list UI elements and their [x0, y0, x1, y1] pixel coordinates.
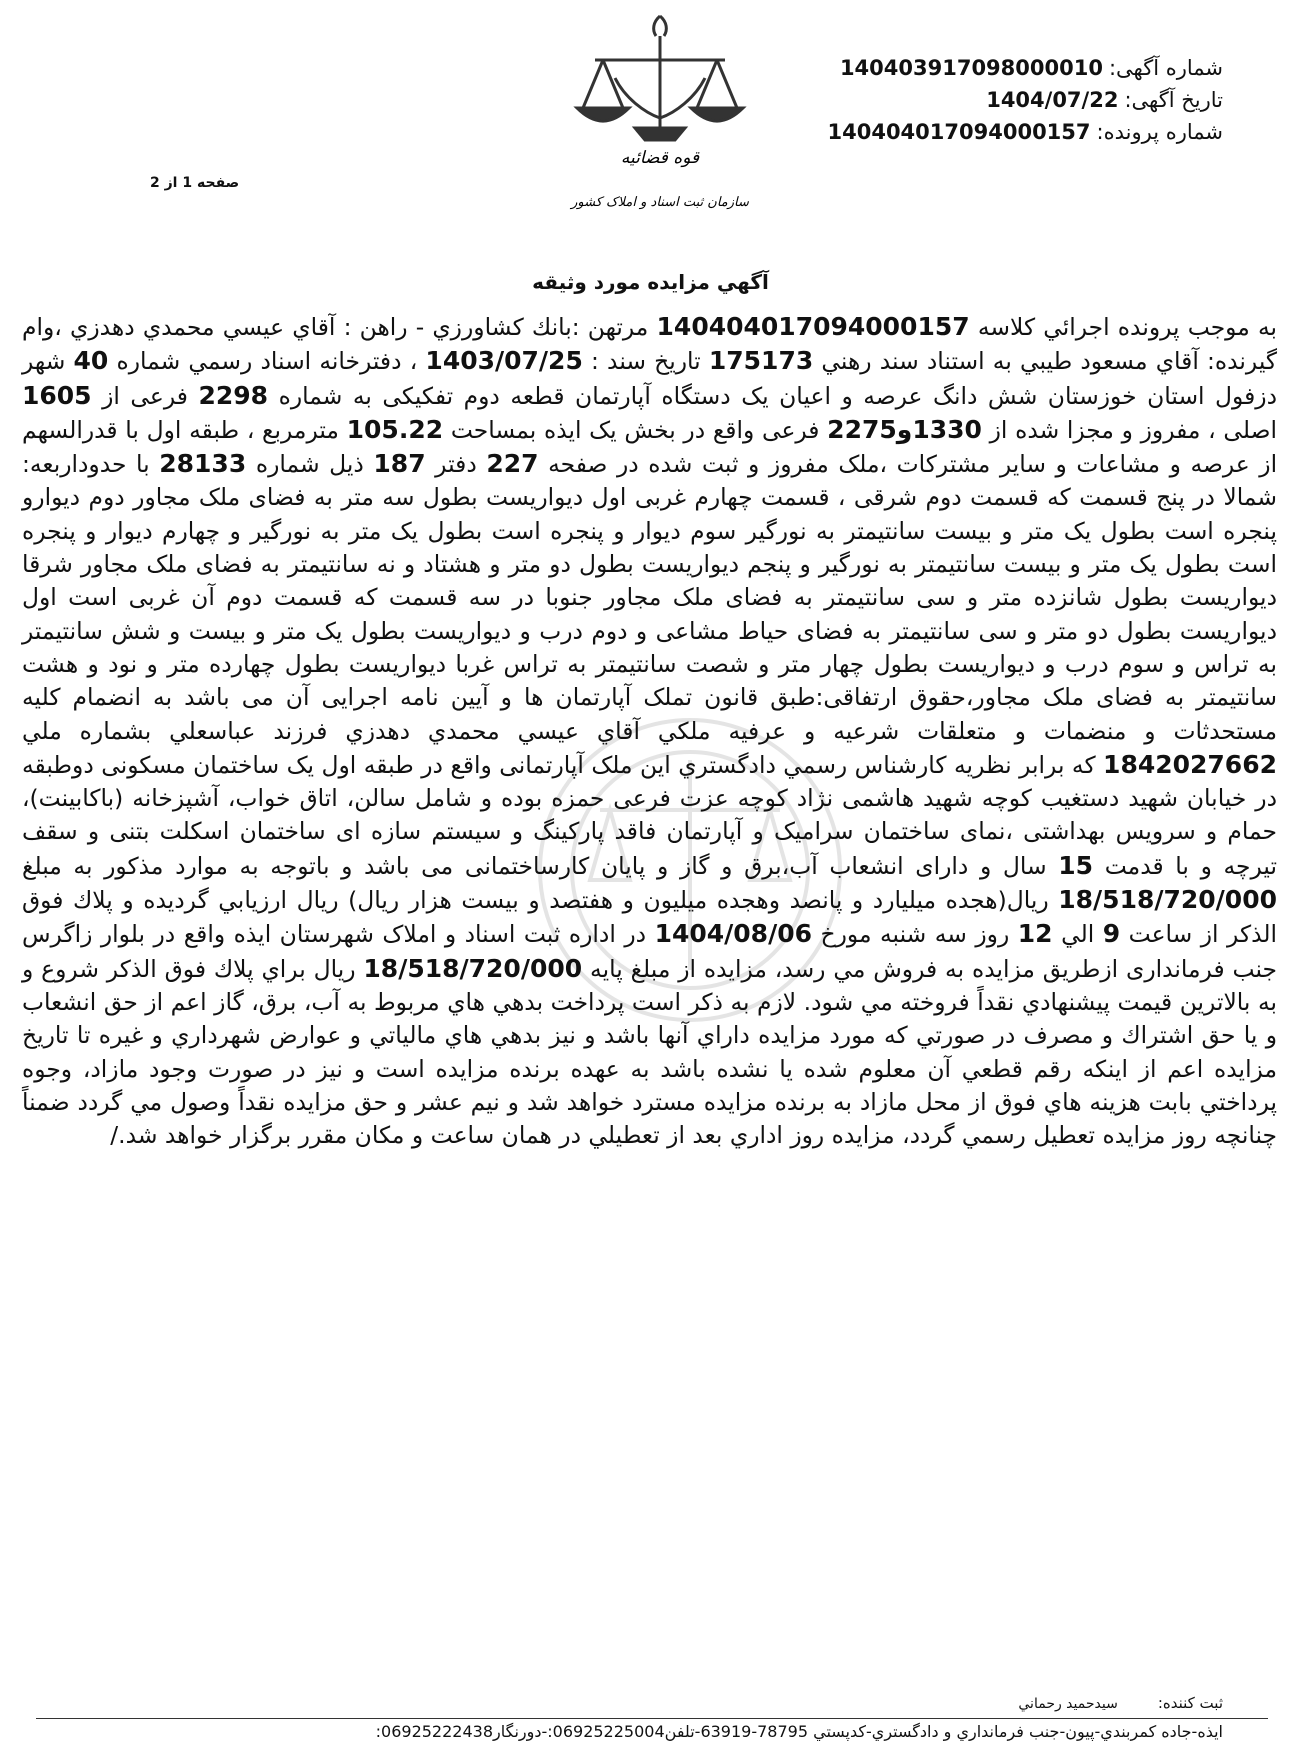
body-appraised-value: 18/518/720/000 [1058, 885, 1277, 915]
body-text-11: ذیل شماره [255, 450, 364, 479]
body-registry-number: 28133 [159, 449, 247, 479]
notice-date: 1404/07/22 [986, 88, 1119, 112]
body-text-4: ، دفترخانه اسناد رسمي شماره [116, 347, 418, 376]
body-text-2: مرتهن :بانك كشاورزي - راهن : آقاي عيسي محمدي دهدزي ،وام گيرنده: آقاي مسعود طيبي به استناد سند رهني [22, 313, 1278, 376]
judiciary-emblem-icon [555, 8, 765, 228]
footer-divider [36, 1718, 1268, 1719]
notice-date-line [828, 84, 1224, 116]
notice-meta [828, 52, 1224, 148]
notice-number-line [828, 52, 1224, 84]
body-auction-date: 1404/08/06 [654, 919, 812, 949]
notice-date-label: تاریخ آگهی: [1124, 88, 1223, 112]
body-text-18: در اداره ثبت اسناد و املاک شهرستان ایذه واقع در بلوار زاگرس جنب فرمانداری ازطريق مزايده به فروش مي رسد، مزايده از مبلغ پايه [22, 920, 1277, 983]
file-number-label: شماره پرونده: [1096, 120, 1223, 144]
body-area: 105.22 [346, 414, 444, 444]
body-main-plot-number: 1605 [22, 380, 92, 410]
body-text-19: ريال براي پلاك فوق الذكر شروع و به بالاترين قيمت پيشنهادي نقداً فروخته مي شود. لازم به ذكر است پرداخت بدهي هاي مربوط به آب، برق، گاز اعم از حق انشعاب و يا حق اشتراك و مصرف در صورتي كه مورد مزايده داراي آنها باشد و نيز بدهي هاي مالياتي و عوارض شهرداري و غيره تا تاريخ مزايده اعم از اينكه رقم قطعي آن معلوم شده يا نشده باشد به عهده برنده مزايده است و نيز در صورت وجود مازاد، وجوه پرداختي بابت هزينه هاي فوق از محل مازاد به برنده مزايده مسترد خواهد شد و نيم عشر و حق مزايده نقداً وصول مي گردد ضمناً چنانچه روز مزايده تعطيل رسمي گردد، مزايده روز اداري بعد از تعطيلي در همان ساعت و مكان مقرر برگزار خواهد شد./ [22, 954, 1277, 1150]
body-page-number: 227 [486, 449, 539, 479]
file-number-line [828, 116, 1224, 148]
page-number: صفحه 1 از 2 [150, 175, 240, 191]
body-text-1: به موجب پرونده اجرائي كلاسه [977, 313, 1278, 341]
body-text-8: فرعی واقع در بخش یک ایذه بمساحت [450, 415, 820, 444]
emblem-caption-organization: سازمان ثبت اسناد و املاک کشور [571, 195, 749, 210]
body-text-15: ريال(هجده میلیارد و پانصد وهجده میلیون و هفتصد و بيست هزار ريال) ريال ارزيابي گرديده و پلاك فوق الذكر از ساعت [22, 886, 1277, 949]
document-title: آگهي مزايده مورد وثيقه [532, 270, 769, 294]
notice-number: 140403917098000010 [839, 56, 1103, 80]
registrar-name: سيدحميد رحماني [1018, 1696, 1118, 1712]
body-deed-date: 1403/07/25 [425, 346, 583, 376]
body-book-number: 187 [373, 449, 426, 479]
registrar [1018, 1694, 1223, 1712]
body-text-14: سال و دارای انشعاب آب،برق و گاز و پایان کارساختمانی می باشد و باتوجه به موارد مذکور به مبلغ [22, 851, 1047, 880]
body-text-10: دفتر [435, 450, 477, 479]
body-text-7: اصلی ، مفروز و مجزا شده از [989, 415, 1277, 444]
body-text-17: روز سه شنبه مورخ [820, 920, 1010, 949]
body-sub-plot-number: 2298 [198, 380, 269, 410]
body-text-5: شهر دزفول استان خوزستان شش دانگ عرصه و اعيان يک دستگاه آپارتمان قطعه دوم تفکیکی به شماره [22, 347, 1278, 410]
file-number: 140404017094000157 [827, 120, 1091, 144]
notice-body [22, 310, 1277, 1152]
body-mortgage-deed-number: 175173 [708, 346, 814, 376]
body-text-6: فرعی از [102, 381, 188, 410]
body-source-plots: 1330و2275 [827, 414, 982, 444]
footer-address: ايذه-جاده كمربندي-پيون-جنب فرمانداري و دادگستري-كدپستي 78795-63919-تلفن06925225004:-دورنگار06925222438: [375, 1722, 1223, 1741]
body-text-12: با حدوداربعه: شمالا در پنج قسمت که قسمت دوم شرقی ، قسمت چهارم غربی اول دیواریست بطول سه متر به فضای ملک مجاور دوم دیوارو پنجره است بطول یک متر و بیست سانتیمتر به نورگیر سوم دیوار و پنجره است بطول یک متر به نورگیر و چهارم دیوار و پنجره است بطول یک متر و بیست سانتیمتر به نورگیر و پنجم دیواریست بطول دو متر و هشتاد و نه سانتیمتر به فضای ملک مجاور شرقا دیواریست بطول شانزده متر و سی سانتیمتر به فضای ملک مجاور جنوبا در سه قسمت که قسمت دوم آن غربی است اول دیواریست بطول دو متر و سی سانتیمتر به فضای حیاط مشاعی و دوم درب و دیواریست بطول یک متر و بیست و شش سانتیمتر به تراس و سوم درب و دیواریست بطول چهار متر و شصت سانتیمتر به تراس غربا دیواریست بطول چهارده متر و نود و هشت سانتیمتر به فضای ملک مجاور،حقوق ارتفاقی:طبق قانون تملک آپارتمان ها و آیین نامه اجرایی آن می باشد به انضمام کلیه مستحدثات و منضمات و متعلقات شرعیه و عرفیه ملكي آقاي عيسي محمدي دهدزي فرزند عباسعلي بشماره ملي [22, 450, 1277, 745]
body-start-hour: 9 [1102, 919, 1121, 949]
body-text-16: الي [1061, 920, 1095, 949]
registrar-label: ثبت كننده: [1157, 1694, 1223, 1712]
body-text-9: مترمربع ، طبقه اول با قدرالسهم از عرصه و مشاعات و سایر مشترکات ،ملک مفروز و ثبت شده در صفحه [22, 415, 1278, 479]
body-file-number: 140404017094000157 [656, 312, 970, 341]
body-base-price: 18/518/720/000 [363, 953, 583, 983]
emblem-caption-judiciary: قوه قضائیه [620, 148, 700, 168]
body-end-hour: 12 [1017, 919, 1053, 949]
body-text-13: كه برابر نظريه كارشناس رسمي دادگستري این ملک آپارتمانی واقع در طبقه اول یک ساختمان مسکونی دوطبقه در خیابان شهید دستغیب کوچه شهید هاشمی نژاد کوچه عزت فرعی حمزه بوده و شامل سالن، اتاق خواب، آشپزخانه (باکابینت)، حمام و سرویس بهداشتی ،نمای ساختمان سرامیک و آپارتمان فاقد پارکینگ و سیستم سازه ای ساختمان اسکلت بتنی و سقف تیرچه و با قدمت [22, 750, 1277, 880]
notice-number-label: شماره آگهی: [1108, 56, 1223, 80]
body-building-age: 15 [1058, 850, 1094, 880]
body-national-id: 1842027662 [1103, 749, 1277, 779]
body-notary-number: 40 [73, 346, 109, 376]
body-text-3: تاريخ سند : [591, 347, 701, 376]
